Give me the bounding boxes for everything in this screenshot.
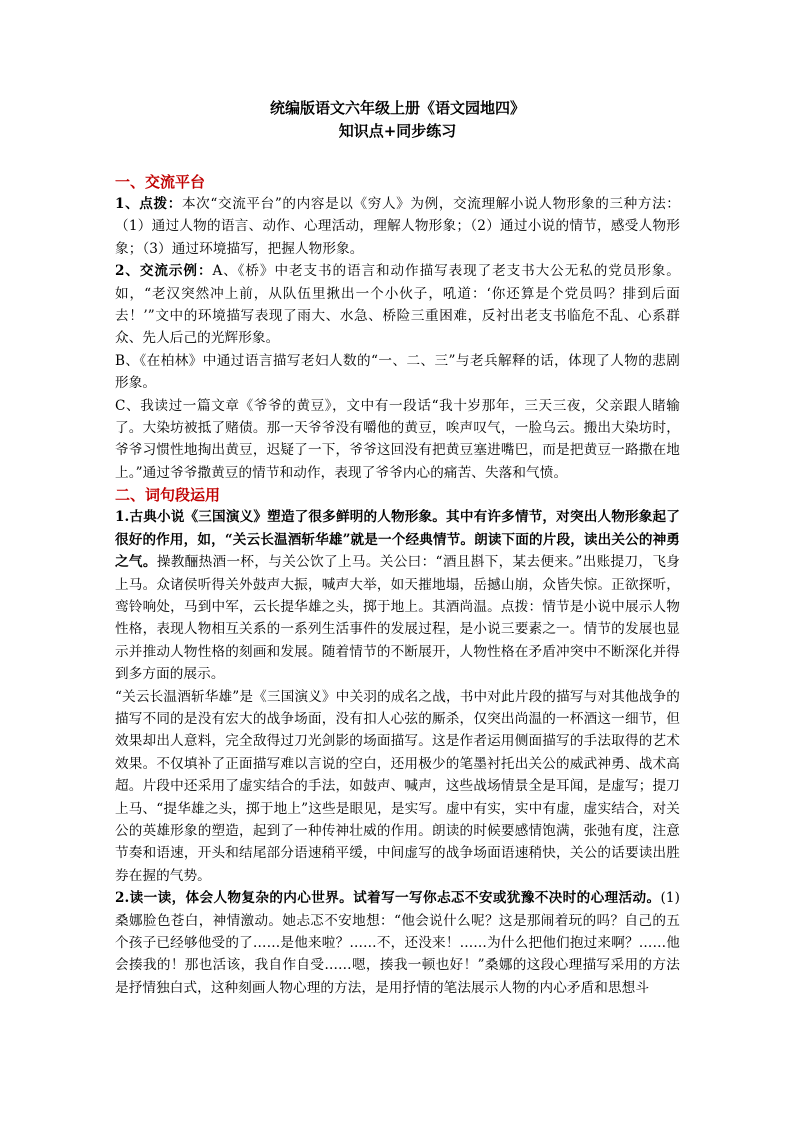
question-2-prompt: 2.读一读，体会人物复杂的内心世界。试着写一写你忐忑不安或犹豫不决时的心理活动。	[115, 890, 661, 907]
section-heading-exchange: 一、交流平台	[115, 173, 206, 191]
document-title	[115, 97, 680, 143]
title-line-2: 知识点+同步练习	[338, 122, 457, 140]
tip-label: 1、点拨：	[115, 196, 182, 212]
example-label: 2、交流示例：	[115, 263, 213, 280]
paragraph-question-1	[115, 506, 680, 685]
paragraph-question-2	[115, 887, 680, 999]
section-heading-usage: 二、词句段运用	[115, 486, 221, 505]
question-1-passage: 操教酾热酒一杯，与关公饮了上马。关公曰：“酒且斟下，某去便来。”出账提刀，飞身上马。众诸侯听得关外鼓声大振，喊声大举，如天摧地塌，岳撼山崩，众皆失惊。正欲探听，鸾铃响处，马到中军，云长提华雄之头，掷于地上。其酒尚温。点拨：情节是小说中展示人物性格，表现人物相互关系的一系列生活事件的发展过程，是小说三要素之一。情节的发展也显示并推动人物性格的刻画和发展。随着情节的不断展开，人物性格在矛盾冲突中不断深化并得到多方面的展示。	[115, 554, 680, 683]
question-1-prompt: 1.古典小说《三国演义》塑造了很多鲜明的人物形象。其中有许多情节，对突出人物形象起了很好的作用，如，“关云长温酒斩华雄”就是一个经典情节。朗读下面的片段，读出关公的神勇之气。	[115, 509, 680, 571]
title-line-1: 统编版语文六年级上册《语文园地四》	[269, 99, 525, 117]
tip-text: 本次“交流平台”的内容是以《穷人》为例，交流理解小说人物形象的三种方法：（1）通过人物的语言、动作、心理活动，理解人物形象；（2）通过小说的情节，感受人物形象；（3）通过环境描写，把握人物形象。	[115, 196, 681, 257]
paragraph-example	[115, 260, 680, 350]
document-page	[115, 97, 680, 999]
question-2-passage: (1)桑娜脸色苍白，神情激动。她忐忑不安地想：“他会说什么呢？这是那闹着玩的吗？自己的五个孩子已经够他受的了……是他来啦？……不，还没来！……为什么把他们抱过来啊？……他会揍我的！那也活该，我自作自受……嗯，揍我一顿也好！”桑娜的这段心理描写采用的方法是抒情独白式，这种刻画人物心理的方法，是用抒情的笔法展示人物的内心矛盾和思想斗	[115, 890, 680, 996]
paragraph-example-b: B、《在柏林》中通过语言描写老妇人数的“一、二、三”与老兵解释的话，体现了人物的悲剧形象。	[115, 352, 680, 392]
example-text: A、《桥》中老支书的语言和动作描写表现了老支书大公无私的党员形象。如，“老汉突然冲上前，从队伍里揪出一个小伙子，吼道：‘你还算是个党员吗？排到后面去！’”文中的环境描写表现了雨大、水急、桥险三重困难，反衬出老支书临危不乱、心系群众、先人后己的光辉形象。	[115, 263, 680, 347]
paragraph-example-c: C、我读过一篇文章《爷爷的黄豆》，文中有一段话“我十岁那年，三天三夜，父亲跟人睹输了。大染坊被抵了赌债。那一天爷爷没有嚼他的黄豆，唉声叹气，一脸乌云。搬出大染坊时，爷爷习惯性地掏出黄豆，迟疑了一下，爷爷这回没有把黄豆塞进嘴巴，而是把黄豆一路撒在地上。”通过爷爷撒黄豆的情节和动作，表现了爷爷内心的痛苦、失落和气愤。	[115, 397, 680, 481]
paragraph-tip	[115, 193, 680, 260]
paragraph-question-1-analysis: “关云长温酒斩华雄”是《三国演义》中关羽的成名之战，书中对此片段的描写与对其他战争的描写不同的是没有宏大的战争场面，没有扣人心弦的厮杀，仅突出尚温的一杯酒这一细节，但效果却出人意料，完全敌得过刀光剑影的场面描写。这是作者运用侧面描写的手法取得的艺术效果。不仅填补了正面描写难以言说的空白，还用极少的笔墨衬托出关公的威武神勇、战术高超。片段中还采用了虚实结合的手法，如鼓声、喊声，这些战场情景全是耳闻，是虚写；提刀上马、“提华雄之头，掷于地上”这些是眼见，是实写。虚中有实，实中有虚，虚实结合，对关公的英雄形象的塑造，起到了一种传神壮威的作用。朗读的时候要感情饱满，张弛有度，注意节奏和语速，开头和结尾部分语速稍平缓，中间虚写的战争场面语速稍快，关公的话要读出胜券在握的气势。	[115, 688, 680, 884]
